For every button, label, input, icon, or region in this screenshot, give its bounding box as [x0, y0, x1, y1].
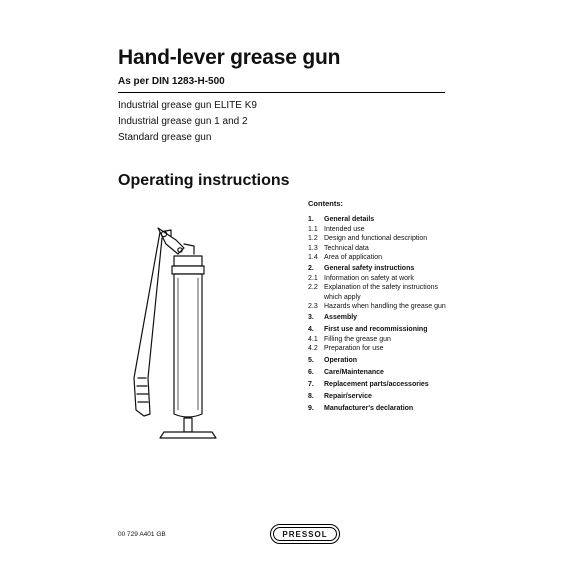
- contents-subsection: [308, 274, 508, 283]
- contents-label: Manufacturer's declaration: [324, 404, 414, 412]
- document-subtitle: As per DIN 1283-H-500: [118, 76, 225, 87]
- contents-number: 1.: [308, 216, 314, 223]
- contents-section: [308, 404, 508, 414]
- contents-label: Information on safety at work: [324, 275, 414, 283]
- contents-subsection: [308, 244, 508, 253]
- table-of-contents: [308, 199, 508, 414]
- contents-section: [308, 313, 508, 323]
- contents-label: Intended use: [324, 226, 365, 233]
- contents-number: 1.1: [308, 226, 318, 233]
- contents-section: [308, 215, 508, 225]
- contents-label-continuation: which apply: [324, 293, 361, 301]
- contents-label: Explanation of the safety instructions: [324, 284, 439, 292]
- contents-number: 1.3: [308, 244, 318, 252]
- contents-subsection: [308, 335, 508, 344]
- contents-number: 1.2: [308, 235, 318, 243]
- contents-number: 4.: [308, 326, 314, 334]
- contents-number: 1.4: [308, 253, 318, 261]
- contents-label: General safety instructions: [324, 265, 415, 273]
- contents-number: 7.: [308, 380, 314, 388]
- contents-number: 2.3: [308, 302, 318, 310]
- contents-section: [308, 264, 508, 274]
- product-item: Standard grease gun: [118, 132, 212, 143]
- contents-label: Filling the grease gun: [324, 336, 391, 344]
- contents-number: 8.: [308, 392, 314, 400]
- contents-number: 2.1: [308, 275, 318, 283]
- contents-label: Operation: [324, 356, 358, 364]
- contents-section: [308, 380, 508, 390]
- contents-section: [308, 325, 508, 335]
- product-item: Industrial grease gun 1 and 2: [118, 116, 248, 127]
- contents-label: First use and recommissioning: [324, 326, 428, 334]
- grease-gun-illustration: [118, 218, 228, 450]
- contents-label: Design and functional description: [324, 235, 428, 243]
- contents-section: [308, 392, 508, 402]
- contents-label: Area of application: [324, 253, 382, 261]
- contents-heading: Contents:: [308, 199, 343, 208]
- document-title: Hand-lever grease gun: [118, 46, 341, 69]
- contents-label: Replacement parts/accessories: [324, 380, 429, 388]
- contents-subsection: [308, 344, 508, 353]
- contents-number: 2.: [308, 265, 314, 273]
- contents-number: 2.2: [308, 284, 318, 292]
- contents-subsection: [308, 302, 508, 311]
- contents-number: 9.: [308, 404, 314, 412]
- contents-number: 5.: [308, 356, 314, 364]
- contents-section: [308, 368, 508, 378]
- product-item: Industrial grease gun ELITE K9: [118, 100, 257, 111]
- contents-list: [308, 215, 508, 414]
- logo-text: PRESSOL: [282, 529, 328, 539]
- contents-label: Repair/service: [324, 392, 372, 400]
- contents-subsection: [308, 283, 508, 292]
- contents-label: Hazards when handling the grease gun: [324, 302, 446, 310]
- product-list: [118, 98, 257, 146]
- pressol-logo: [270, 524, 340, 544]
- contents-label: Assembly: [324, 314, 358, 322]
- document-number: 00 729 A401 GB: [118, 531, 166, 538]
- contents-subsection: [308, 234, 508, 243]
- contents-label: Technical data: [324, 244, 369, 252]
- section-title: Operating instructions: [118, 172, 290, 189]
- contents-section: [308, 356, 508, 366]
- contents-label: General details: [324, 216, 375, 223]
- contents-number: 6.: [308, 368, 314, 376]
- contents-number: 4.1: [308, 336, 318, 344]
- contents-number: 3.: [308, 314, 314, 322]
- contents-label: Care/Maintenance: [324, 368, 384, 376]
- contents-subsection: [308, 253, 508, 262]
- contents-number: 4.2: [308, 345, 318, 353]
- title-divider: [118, 92, 445, 93]
- contents-label: Preparation for use: [324, 345, 384, 353]
- pressol-logo-inner: [273, 527, 337, 541]
- contents-subsection: [308, 225, 508, 234]
